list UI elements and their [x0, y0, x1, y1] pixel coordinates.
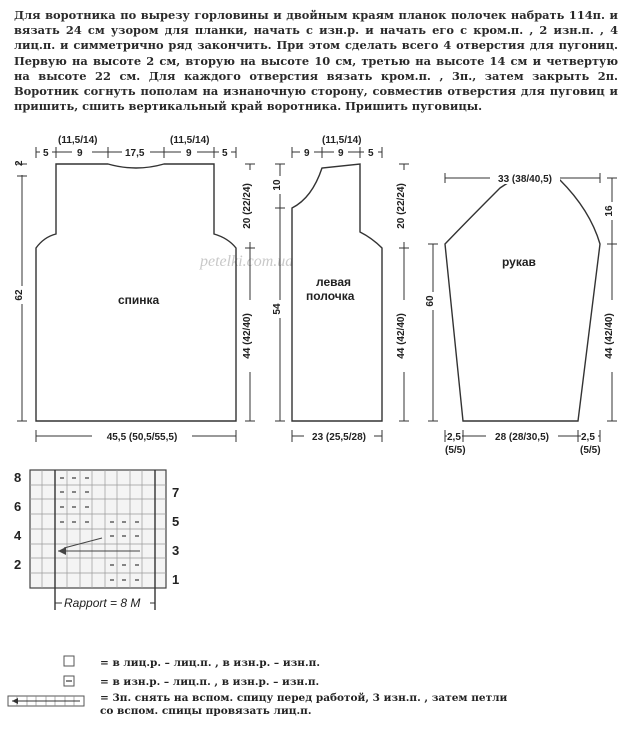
watermark: petelki.com.ua	[200, 253, 294, 270]
front-label-line1: левая	[316, 275, 352, 289]
back-armhole-height: 20 (22/24)	[242, 183, 253, 229]
sleeve-left-height: 60	[425, 295, 436, 307]
back-dim-2: 9	[77, 148, 83, 159]
front-label-line2: полочка	[306, 289, 355, 303]
front-armhole-height: 20 (22/24)	[396, 183, 407, 229]
back-left-small: 2	[14, 160, 25, 166]
chart-row-1: 1	[172, 572, 180, 587]
back-bottom-width: 45,5 (50,5/55,5)	[106, 432, 178, 443]
back-shoulder-right: (11,5/14)	[170, 135, 210, 146]
front-neck-depth: 10	[272, 179, 283, 191]
front-dim-1: 9	[304, 148, 310, 159]
back-dim-3: 17,5	[125, 148, 145, 159]
sleeve-piece	[445, 174, 600, 421]
sleeve-bottom-right-sub: (5/5)	[580, 445, 601, 456]
front-side-height: 44 (42/40)	[396, 313, 407, 359]
sleeve-label: рукав	[502, 255, 536, 269]
front-bottom-width: 23 (25,5/28)	[312, 432, 366, 443]
front-dim-3: 5	[368, 148, 374, 159]
sleeve-outline	[445, 174, 600, 421]
back-dim-5: 5	[222, 148, 228, 159]
dash-cell-icon	[64, 676, 74, 686]
back-side-height: 44 (42/40)	[242, 313, 253, 359]
instructions-paragraph: Для воротника по вырезу горловины и двойным краям планок полочек набрать 114п. и вязать 24 см узором для планки, начать с изн.р. и начать его с кром.п. , 2 изн.п. , 4 лиц.п. и симметрично ряд закончить. При этом сделать всего 4 отверстия для пугониц. Первую на высоте 2 см, вторую на высоте 10 см, третью на высоте 14 см и четвертую на высоте 22 см. Для каждого отверстия вязать кром.п. , 3п., затем закрыть 2п. Воротник согнуть пополам на изнаночную сторону, совместив отверстия для пуговиц и пришить, сшить вертикальный край воротника. Пришить пуговицы.	[14, 8, 618, 114]
chart-row-4: 4	[14, 528, 22, 543]
legend-item-cable: = 3п. снять на вспом. спицу перед работой, 3 изн.п. , затем петли со вспом. спицы провязать лиц.п.	[100, 692, 508, 717]
chart-row-8: 8	[14, 470, 22, 485]
back-label: спинка	[118, 293, 160, 307]
chart-row-7: 7	[172, 485, 180, 500]
sleeve-cap-height: 16	[604, 205, 615, 217]
sleeve-top-width: 33 (38/40,5)	[498, 174, 552, 185]
sleeve-bottom-width: 28 (28/30,5)	[495, 432, 549, 443]
front-dim-2: 9	[338, 148, 344, 159]
back-dim-1: 5	[43, 148, 49, 159]
empty-cell-icon	[64, 656, 74, 666]
stitch-chart	[14, 470, 179, 610]
sleeve-bottom-left-sub: (5/5)	[445, 445, 466, 456]
cable-cross-icon	[8, 696, 84, 706]
back-dim-4: 9	[186, 148, 192, 159]
back-shoulder-left: (11,5/14)	[58, 135, 98, 146]
back-left-height: 62	[14, 289, 25, 301]
sleeve-bottom-right: 2,5	[581, 432, 595, 443]
front-left-height: 54	[272, 303, 283, 315]
sleeve-bottom-left: 2,5	[447, 432, 461, 443]
chart-row-2: 2	[14, 557, 22, 572]
chart-rapport: Rapport = 8 M	[64, 596, 141, 610]
chart-row-3: 3	[172, 543, 180, 558]
legend-item-purl: = в изн.р. – лиц.п. , в изн.р. – изн.п.	[100, 676, 320, 688]
front-shoulder: (11,5/14)	[322, 135, 362, 146]
chart-row-6: 6	[14, 499, 22, 514]
legend-item-knit: = в лиц.р. – лиц.п. , в изн.р. – изн.п.	[100, 657, 320, 669]
chart-row-5: 5	[172, 514, 180, 529]
sleeve-side-height: 44 (42/40)	[604, 313, 615, 359]
